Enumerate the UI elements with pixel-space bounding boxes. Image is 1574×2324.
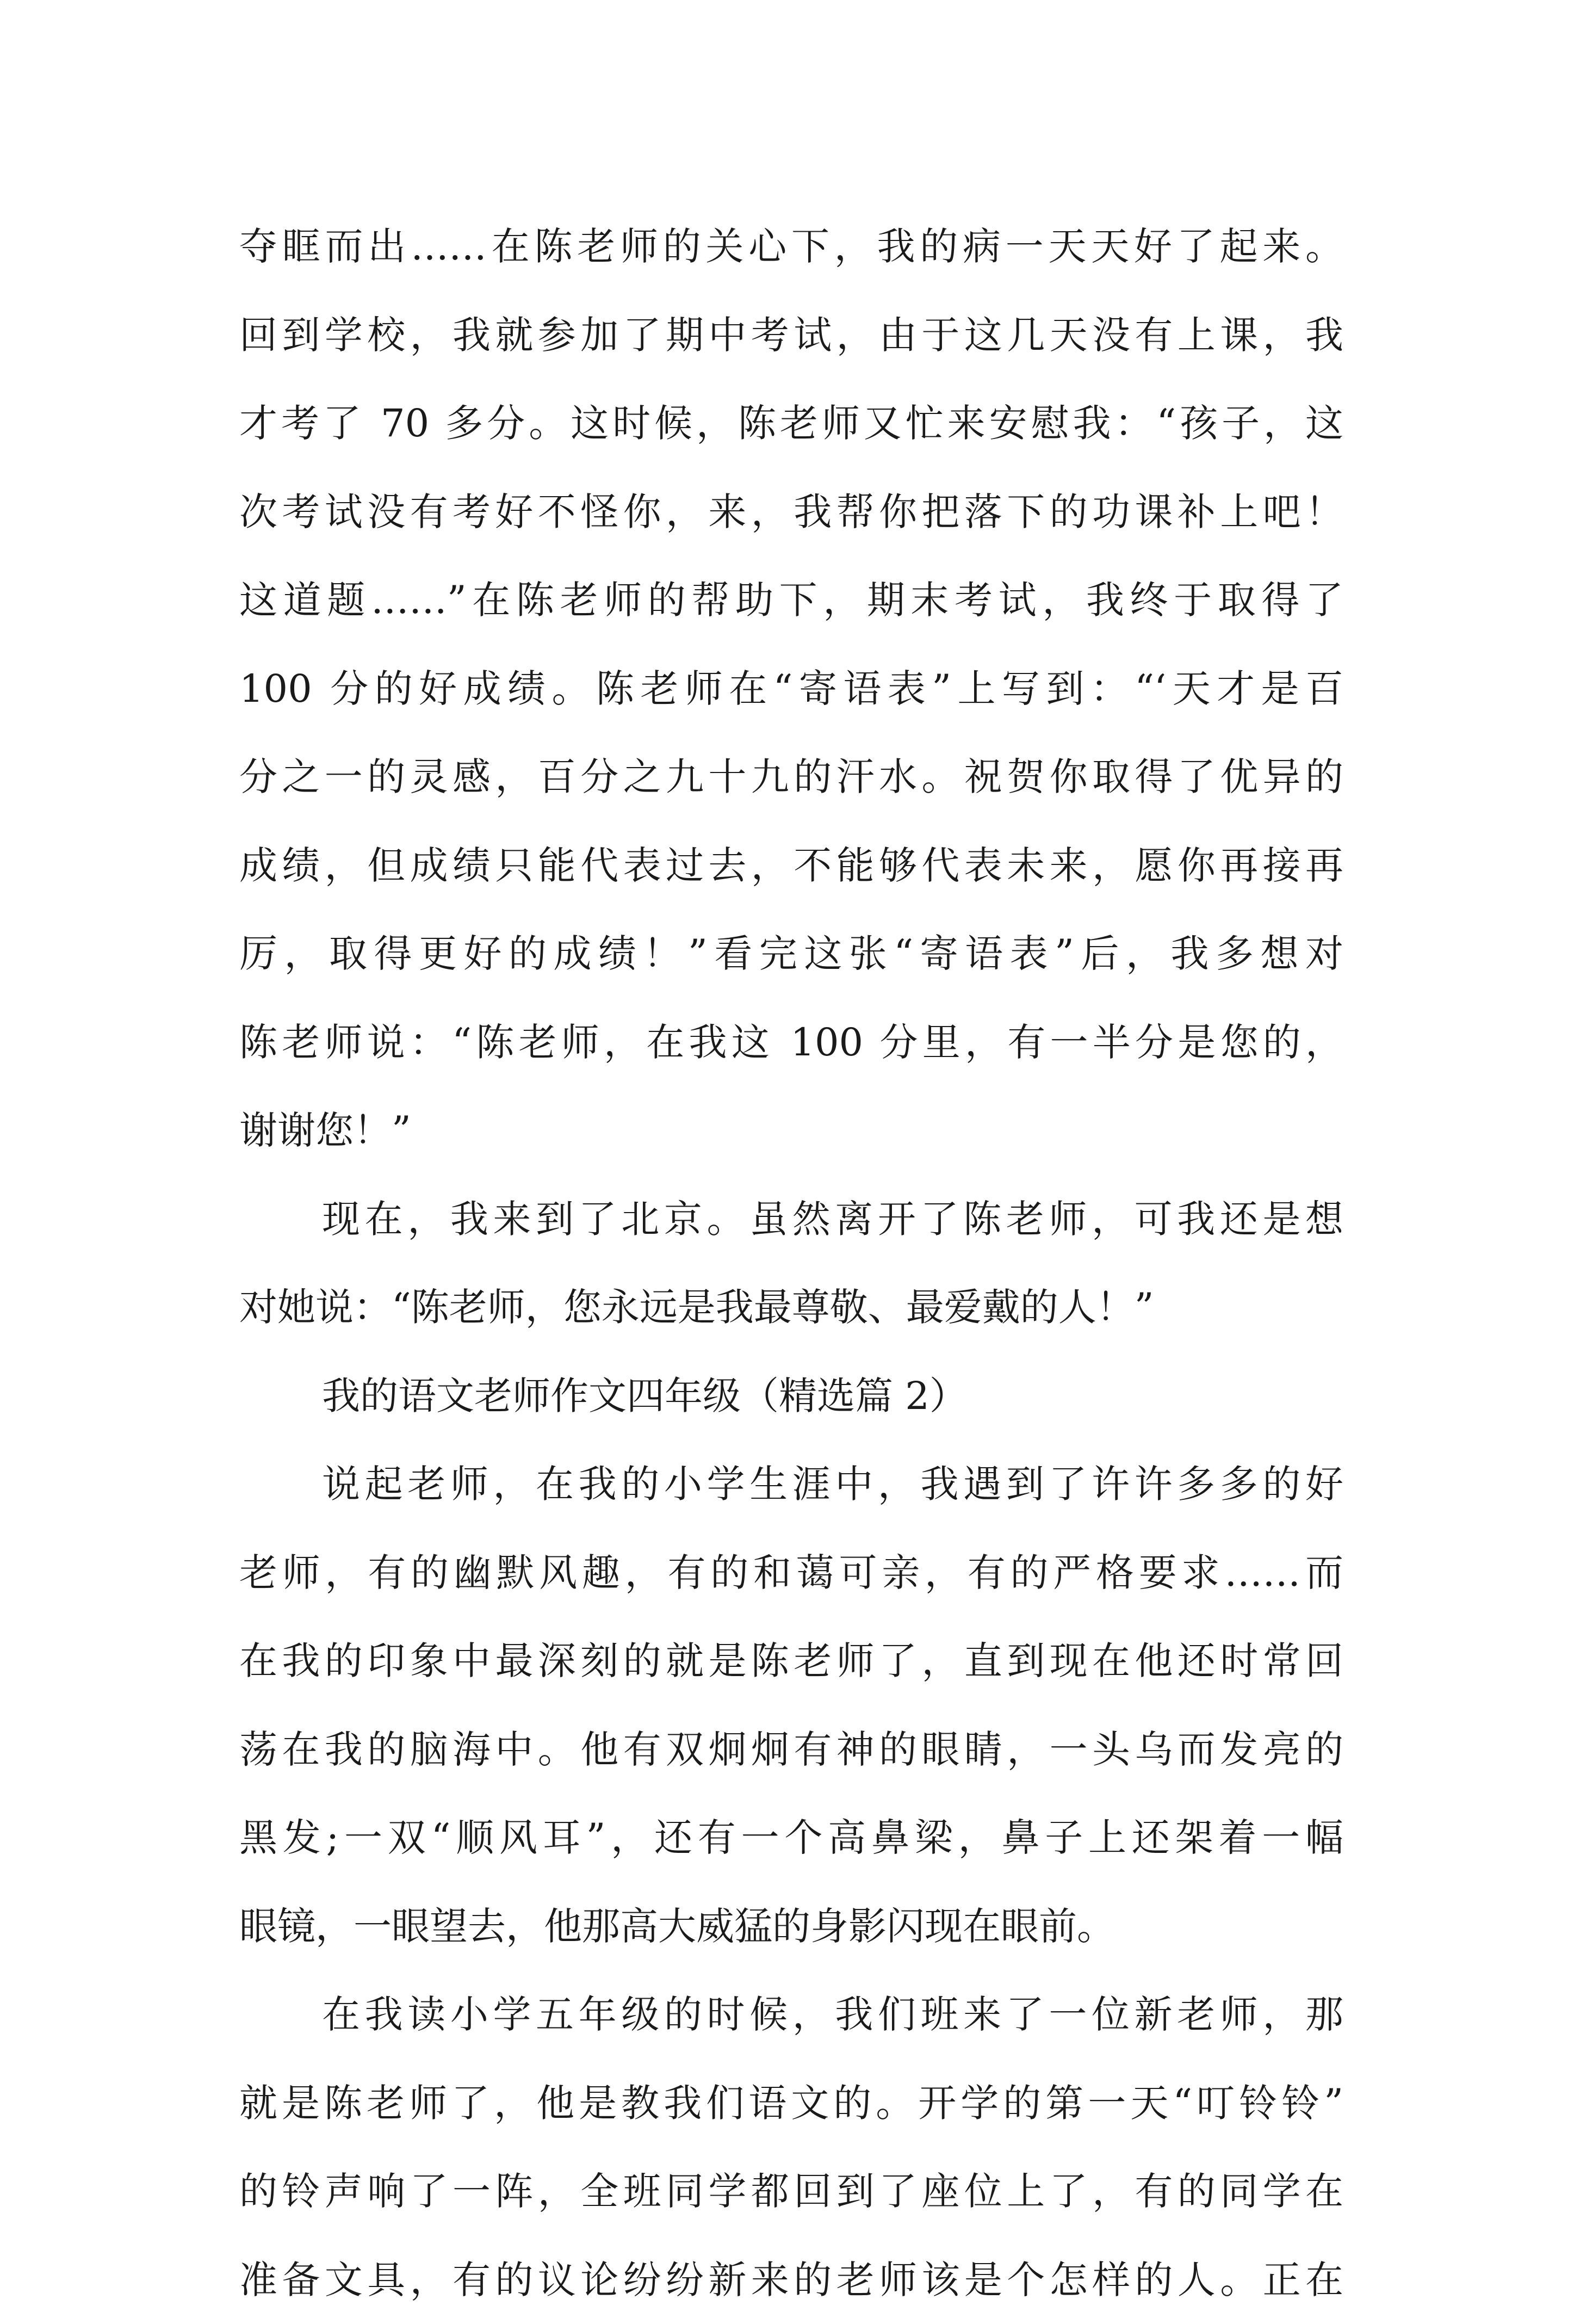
text-line: 的铃声响了一阵，全班同学都回到了座位上了，有的同学在 bbox=[239, 2147, 1343, 2236]
text-line: 100 分的好成绩。陈老师在“寄语表”上写到：“‘天才是百 bbox=[239, 645, 1343, 733]
text-line: 在我的印象中最深刻的就是陈老师了，直到现在他还时常回 bbox=[239, 1617, 1343, 1705]
text-line: 这道题……”在陈老师的帮助下，期末考试，我终于取得了 bbox=[239, 556, 1343, 645]
essay-text bbox=[239, 202, 1343, 2324]
section-heading: 我的语文老师作文四年级（精选篇 2） bbox=[239, 1352, 1343, 1441]
paragraph-first-line: 在我读小学五年级的时候，我们班来了一位新老师，那 bbox=[239, 1970, 1343, 2059]
text-line: 就是陈老师了，他是教我们语文的。开学的第一天“叮铃铃” bbox=[239, 2059, 1343, 2148]
text-line: 老师，有的幽默风趣，有的和蔼可亲，有的严格要求……而 bbox=[239, 1529, 1343, 1617]
text-line: 准备文具，有的议论纷纷新来的老师该是个怎样的人。正在 bbox=[239, 2236, 1343, 2324]
text-line: 分之一的灵感，百分之九十九的汗水。祝贺你取得了优异的 bbox=[239, 733, 1343, 821]
text-line: 荡在我的脑海中。他有双炯炯有神的眼睛，一头乌而发亮的 bbox=[239, 1705, 1343, 1794]
text-line: 才考了 70 多分。这时候，陈老师又忙来安慰我：“孩子，这 bbox=[239, 379, 1343, 468]
text-line: 谢谢您！” bbox=[239, 1086, 1343, 1175]
text-line: 夺眶而出……在陈老师的关心下，我的病一天天好了起来。 bbox=[239, 202, 1343, 291]
text-line: 回到学校，我就参加了期中考试，由于这几天没有上课，我 bbox=[239, 291, 1343, 380]
text-line: 成绩，但成绩只能代表过去，不能够代表未来，愿你再接再 bbox=[239, 821, 1343, 910]
paragraph-first-line: 说起老师，在我的小学生涯中，我遇到了许许多多的好 bbox=[239, 1440, 1343, 1529]
text-line: 厉，取得更好的成绩！”看完这张“寄语表”后，我多想对 bbox=[239, 910, 1343, 998]
text-line: 对她说：“陈老师，您永远是我最尊敬、最爱戴的人！” bbox=[239, 1263, 1343, 1352]
paragraph-first-line: 现在，我来到了北京。虽然离开了陈老师，可我还是想 bbox=[239, 1175, 1343, 1264]
text-line: 陈老师说：“陈老师，在我这 100 分里，有一半分是您的， bbox=[239, 998, 1343, 1087]
text-line: 黑发;一双“顺风耳”，还有一个高鼻梁，鼻子上还架着一幅 bbox=[239, 1794, 1343, 1882]
text-line: 眼镜，一眼望去，他那高大威猛的身影闪现在眼前。 bbox=[239, 1882, 1343, 1971]
text-line: 次考试没有考好不怪你，来，我帮你把落下的功课补上吧！ bbox=[239, 468, 1343, 557]
